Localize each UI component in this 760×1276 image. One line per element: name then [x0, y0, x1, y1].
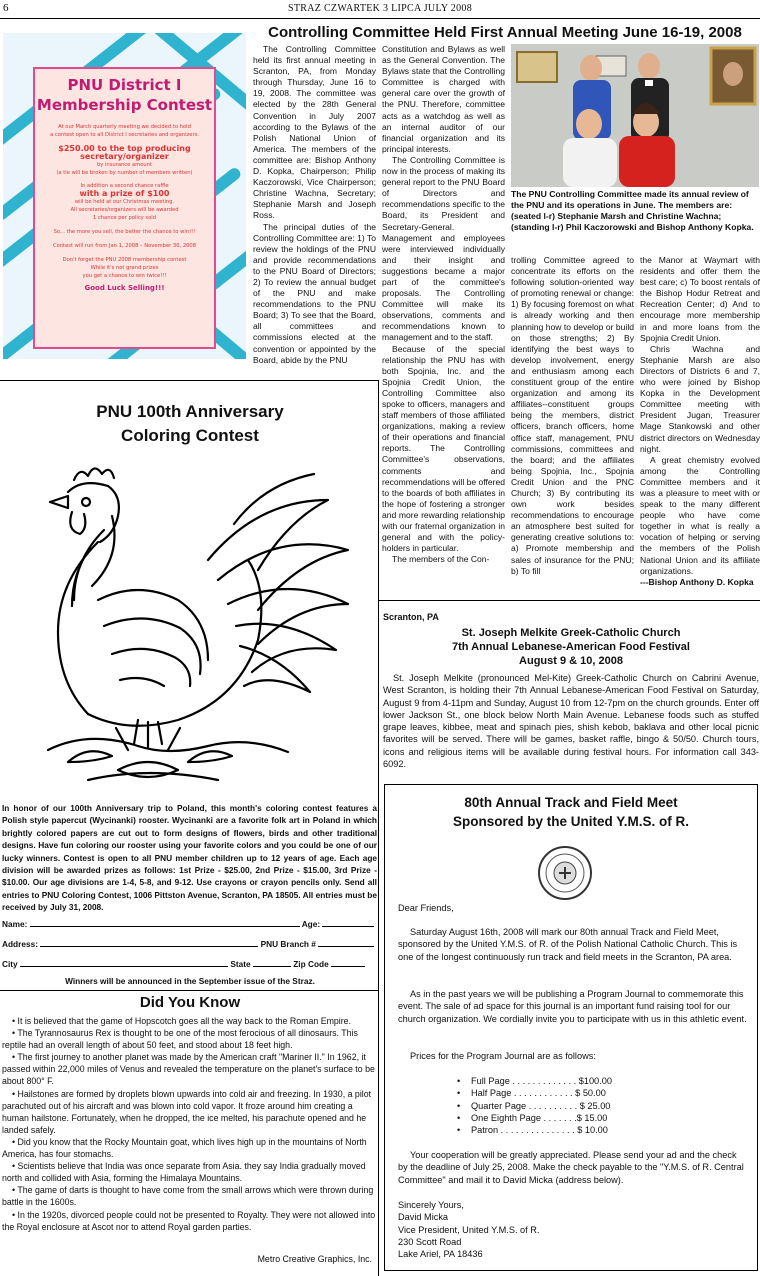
entry-form-row-1 — [2, 917, 376, 929]
committee-col-2 — [382, 44, 505, 565]
price-row: • Half Page . . . . . . . . . . . . $ 50.00 — [457, 1088, 606, 1099]
ad-line: Contest will run from Jan 1, 2008 – November 30, 2008 — [52, 243, 197, 249]
signature-line: Vice President, United Y.M.S. of R. — [398, 1224, 540, 1235]
ad-line: While it's not grand prizes — [90, 265, 159, 271]
paragraph: Chris Wachna and Stephanie Marsh are also Directors of Districts 6 and 7, who were joined by Bishop Kopka in the Development Committee meeting with President Jugan, Treasurer Mage Stankowski and other district directors on Wednesday night. — [640, 343, 760, 454]
track-signature — [398, 1199, 748, 1260]
list-item: • Hailstones are formed by droplets blown upwards into cold air and freezing. In 1930, a pilot parachuted out of his aircraft and was blown into cold vapor. It froze around him creating a human hailstone. Fortunately, when he dropped, the ice melted, his parachute opened and he landed safely. — [2, 1088, 372, 1135]
track-meet-box — [384, 784, 758, 1271]
zip-label: Zip Code — [293, 959, 329, 969]
paragraph: Saturday August 16th, 2008 will mark our 80th annual Track and Field Meet, sponsored by the United Y.M.S. of R. of the Polish National Catholic Church. This is one of the longest continuously run track and field meets in the Scranton, PA area. — [398, 927, 738, 962]
committee-col-4 — [640, 255, 760, 588]
age-field[interactable] — [322, 917, 374, 927]
committee-col-3 — [511, 255, 634, 577]
committee-headline: Controlling Committee Held First Annual Meeting June 16-19, 2008 — [268, 24, 742, 41]
branch-field[interactable] — [318, 937, 374, 947]
paragraph: The principal duties of the Controlling Committee are: 1) To review the holdings of the PNU and provide recommendations to the PNU Board of Directors; 2) To review the annual budget of the PNU and make recommendations to the PNU Board; 3) To see that the Board, all committees and commissions elected at the convention or appointed by the Board, abide by the PNU — [253, 221, 376, 365]
ad-line: a contest open to all District I secretaries and organizers. — [50, 132, 199, 138]
paragraph: The members of the Con- — [392, 554, 490, 565]
track-title-1: 80th Annual Track and Field Meet — [464, 795, 678, 810]
ad-line: will be held at our Christmas meeting. — [74, 199, 175, 205]
price-row: • One Eighth Page . . . . . . .$ 15.00 — [457, 1112, 608, 1123]
winners-note: Winners will be announced in the September issue of the Straz. — [65, 976, 315, 986]
paragraph: The Controlling Committee held its first annual meeting in Scranton, PA, from Monday through Thursday, June 16 to 19, 2008. The committee was elected by the 28th General Convention in July 2007 according to the Bylaws of the Polish National Union of America. The members of the committee are: Bishop Anthony D. Kopka, Chairperson; Philip Kaczorowski, Vice Chairperson; Christine Wachna, Secretary; Stephanie Marsh and Joseph Ross. — [253, 44, 376, 221]
paragraph: St. Joseph Melkite (pronounced Mel-Kite) Greek-Catholic Church on Cabrini Avenue, West Scranton, is holding their 7th Annual Lebanese-American Food Festival on Saturday, August 9 from 4-11pm and Sunday, August 10 from 12-7pm on the church grounds. Enter off lower Jackson St., one block below North Main Avenue. Lebanese foods such as stuffed grape leaves, kibbee, meat and spinach pies, shish kebob, baklava and other local picnic favorites will be served. There will be games, basket raffle, bingo & 50/50. Church tours, icons and religious items will be available during festival hours. For information call 343-6092. — [383, 673, 759, 770]
price-item: Half Page . . . . . . . . . . . . $ 50.00 — [471, 1088, 606, 1099]
festival-body — [383, 672, 759, 770]
list-item: • In the 1920s, divorced people could not be presented to Royalty. They were not allowed into the Royal enclosure at Ascot nor to attend Royal garden parties. — [2, 1209, 376, 1232]
ad-line: $250.00 to the top producing secretary/organizer — [58, 144, 191, 161]
price-item: Quarter Page . . . . . . . . . . $ 25.00 — [471, 1100, 611, 1111]
ad-line: So... the more you sell, the better the chance to win!!! — [53, 229, 196, 235]
price-item: Full Page . . . . . . . . . . . . . $100.00 — [471, 1076, 612, 1086]
signature: ---Bishop Anthony D. Kopka — [640, 576, 754, 587]
ad-line: At our March quarterly meeting we decided to hold — [58, 124, 191, 130]
signature-line: David Micka — [398, 1212, 449, 1223]
list-item: • It is believed that the game of Hopscotch goes all the way back to the Roman Empire. — [12, 1016, 352, 1026]
paragraph: trolling Committee agreed to concentrate its efforts on the following solution-oriented way of promoting renewal or change: 1) By focusing foremost on what is already working and then planning how to develop or build on those strengths; 2) By identifying the best ways to develop involvement, energy and enthusiasm among each constituent group of the entire organization and among its affiliates--constituent groups being the members, district officers, branch officers, home office staff, management, PNU commissions, committees and the board; and the affiliates being Spojnia, Inc., Spojnia Credit Union and the PNC Church; 3) By contributing its own work besides recommendations to encourage an atmosphere best suited for generating creative solutions to: a) Promote membership and sales of insurance for the PNU; b) To fill — [511, 255, 634, 576]
track-greeting: Dear Friends, — [398, 903, 454, 913]
photo-caption: The PNU Controlling Committee made its annual review of the PNU and its operations in June. The members are: (seated l-r) Stephanie Marsh and Christine Wachna; (standing l-r) Phil Kaczorowski and Bishop Anthony Kopka. — [511, 189, 754, 232]
coloring-intro: In honor of our 100th Anniversary trip to Poland, this month's coloring contest features a Polish style papercut (Wycinanki) rooster. Wycinanki are a favorite folk art in Poland in which brightly colored papers are cut out to form designs of flowers, birds and other traditional designs. Have fun coloring our rooster using your favorite colors and you could be one of our lucky winners. Contest is open to all PNU member children up to 12 years of age. Each age division will be awarded prizes as follows: 1st Prize - $25.00, 2nd Prize - $15.00, 3rd Prize - $10.00. Our age divisions are 1-4, 5-8, and 9-12. Use crayons or crayon pencils only. Send all entries to PNU Coloring Contest, 1006 Pittston Avenue, Scranton, PA 18505. All entries must be received by July 31, 2008. — [2, 803, 377, 913]
ad-line: In addition a second chance raffle — [80, 183, 169, 189]
ad-line: All secretaries/organizers will be awarded — [70, 207, 179, 213]
ad-line: 1 chance per policy sold — [92, 215, 157, 221]
address-field[interactable] — [40, 937, 258, 947]
ad-line: Don't forget the PNU 2008 membership contest — [62, 257, 187, 263]
masthead: STRAZ CZWARTEK 3 LIPCA JULY 2008 — [287, 3, 473, 14]
ymsr-seal-icon — [537, 845, 593, 901]
coloring-title — [40, 400, 340, 448]
city-field[interactable] — [20, 957, 228, 967]
age-label: Age: — [301, 919, 321, 929]
ad-title-1: PNU District I — [67, 76, 182, 94]
entry-form-row-3 — [2, 957, 376, 969]
festival-headline — [383, 626, 759, 668]
price-item: One Eighth Page . . . . . . .$ 15.00 — [471, 1112, 608, 1123]
list-item: • The first journey to another planet was made by the American craft "Mariner II." In 1962, it passed within 22,000 miles of Venus and revealed the temperature on the planet's surface to be about 800° F. — [2, 1052, 375, 1087]
signature-line: Sincerely Yours, — [398, 1200, 464, 1210]
paragraph: Prices for the Program Journal are as follows: — [410, 1051, 596, 1061]
ad-title-2: Membership Contest — [36, 96, 213, 114]
did-you-know-title: Did You Know — [139, 994, 241, 1011]
ad-line: (a tie will be broken by number of members written) — [56, 170, 193, 176]
address-label: Address: — [2, 939, 38, 949]
paragraph: As in the past years we will be publishing a Program Journal to commemorate this event. The sale of ad space for this journal is an important fund raising tool for our church organization. We cordially invite you to participate with us in this athletic event. — [398, 989, 747, 1024]
branch-label: PNU Branch # — [260, 939, 316, 949]
track-p4 — [398, 1149, 748, 1186]
signature-line: Lake Ariel, PA 18436 — [398, 1249, 483, 1260]
divider — [379, 600, 760, 601]
committee-col-1 — [253, 44, 376, 366]
track-p3 — [398, 1050, 748, 1062]
track-p1 — [398, 926, 748, 963]
rooster-papercut — [8, 450, 370, 795]
headline-line: August 9 & 10, 2008 — [519, 655, 623, 667]
ad-closing: Good Luck Selling!!! — [84, 284, 165, 292]
list-item: • Did you know that the Rocky Mountain goat, which lives high up in the mountains of North America, has four stomachs. — [2, 1136, 367, 1160]
credit: Metro Creative Graphics, Inc. — [257, 1254, 372, 1264]
track-p2 — [398, 988, 748, 1025]
page-header — [0, 0, 760, 19]
track-title-2: Sponsored by the United Y.M.S. of R. — [452, 814, 690, 829]
city-label: City — [2, 959, 18, 969]
ad-line: with a prize of $100 — [79, 189, 170, 198]
name-field[interactable] — [30, 917, 300, 927]
price-item: Patron . . . . . . . . . . . . . . . $ 10.00 — [471, 1125, 608, 1136]
membership-contest-ad — [3, 33, 246, 359]
price-list — [457, 1075, 612, 1136]
paragraph: Because of the special relationship the PNU has with both Spojnia, Inc. and the Spojnia Credit Union, the Controlling Committee also spoke to officers, managers and staff members of those affiliated organizations, making a review of their operations and financial reports. The Controlling Committee's observations, comments and recommendations will be offered to the boards of both affiliates in the hope of fostering a stronger and more rewarding relationship with our fraternal organization in general and with the policy-holders in particular. — [382, 343, 505, 554]
paragraph: A great chemistry evolved among the Controlling Committee members and it was a pleasure to meet with or speak to the many different people who have come together in what is really a vocation of helping or serving the members of the Polish National Union and its affiliate organizations. — [640, 454, 760, 576]
signature-line: 230 Scott Road — [398, 1236, 462, 1247]
state-label: State — [230, 959, 251, 969]
page-number: 6 — [3, 2, 9, 14]
entry-form-row-2 — [2, 937, 376, 949]
ad-line: you get a chance to win twice!!! — [82, 273, 167, 279]
track-title — [385, 793, 757, 831]
coloring-title-1: PNU 100th Anniversary — [96, 402, 284, 421]
paragraph: Constitution and Bylaws as well as the General Convention. The Bylaws state that the Controlling Committee is charged with general care over the growth of the PNU. Therefore, committee acts as a watchdog as well as an internal auditor of our financial organization and its principal interests. — [382, 44, 505, 154]
paragraph: The Controlling Committee is now in the process of making its general report to the PNU Board of Directors and recommendations specific to the Board, its President and Secretary-General. Management and employees were interviewed individually and their insight and suggestions became a major part of the committee's proposals. The Controlling Committee will make its observations, comments and recommendations known to management and to the staff. — [382, 154, 505, 343]
divider — [0, 380, 378, 381]
list-item: • The Tyrannosaurus Rex is thought to be one of the most ferocious of all dinosaurs. This reptile had an overall length of about 50 feet, and stood about 18 feet high. — [2, 1028, 358, 1051]
headline-line: St. Joseph Melkite Greek-Catholic Church — [461, 627, 681, 639]
coloring-title-2: Coloring Contest — [121, 426, 259, 445]
paragraph: Your cooperation will be greatly appreciated. Please send your ad and the check by the deadline of July 25, 2008. Make the check payable to the "Y.M.S. of R. Central Committee" and mail it to David Micka (address below). — [398, 1150, 744, 1185]
ad-card — [33, 67, 216, 349]
committee-photo — [511, 44, 759, 187]
list-item: • Scientists believe that India was once separate from Asia. they say India gradually moved north and collided with Asia, forming the Himalaya Mountains. — [2, 1161, 366, 1184]
divider — [0, 990, 378, 991]
price-row: • Patron . . . . . . . . . . . . . . . $ 10.00 — [457, 1125, 608, 1136]
name-label: Name: — [2, 919, 28, 929]
price-row: • Full Page . . . . . . . . . . . . . $100.00 — [457, 1076, 612, 1086]
state-field[interactable] — [253, 957, 291, 967]
zip-field[interactable] — [331, 957, 365, 967]
ad-line: by insurance amount — [96, 162, 153, 168]
price-row: • Quarter Page . . . . . . . . . . $ 25.00 — [457, 1100, 611, 1111]
list-item: • The game of darts is thought to have come from the small arrows which were thrown during battle in the 1600s. — [2, 1185, 374, 1208]
headline-line: 7th Annual Lebanese-American Food Festival — [452, 641, 690, 653]
paragraph: the Manor at Waymart with residents and offer them the best care; c) To boost rentals of the Bishop Hodur Retreat and Recreation Center; d) And to encourage more membership in and more loans from the Spojnia Credit Union. — [640, 255, 760, 343]
did-you-know-list — [2, 1015, 377, 1233]
divider — [378, 380, 379, 1276]
dateline: Scranton, PA — [383, 612, 439, 622]
